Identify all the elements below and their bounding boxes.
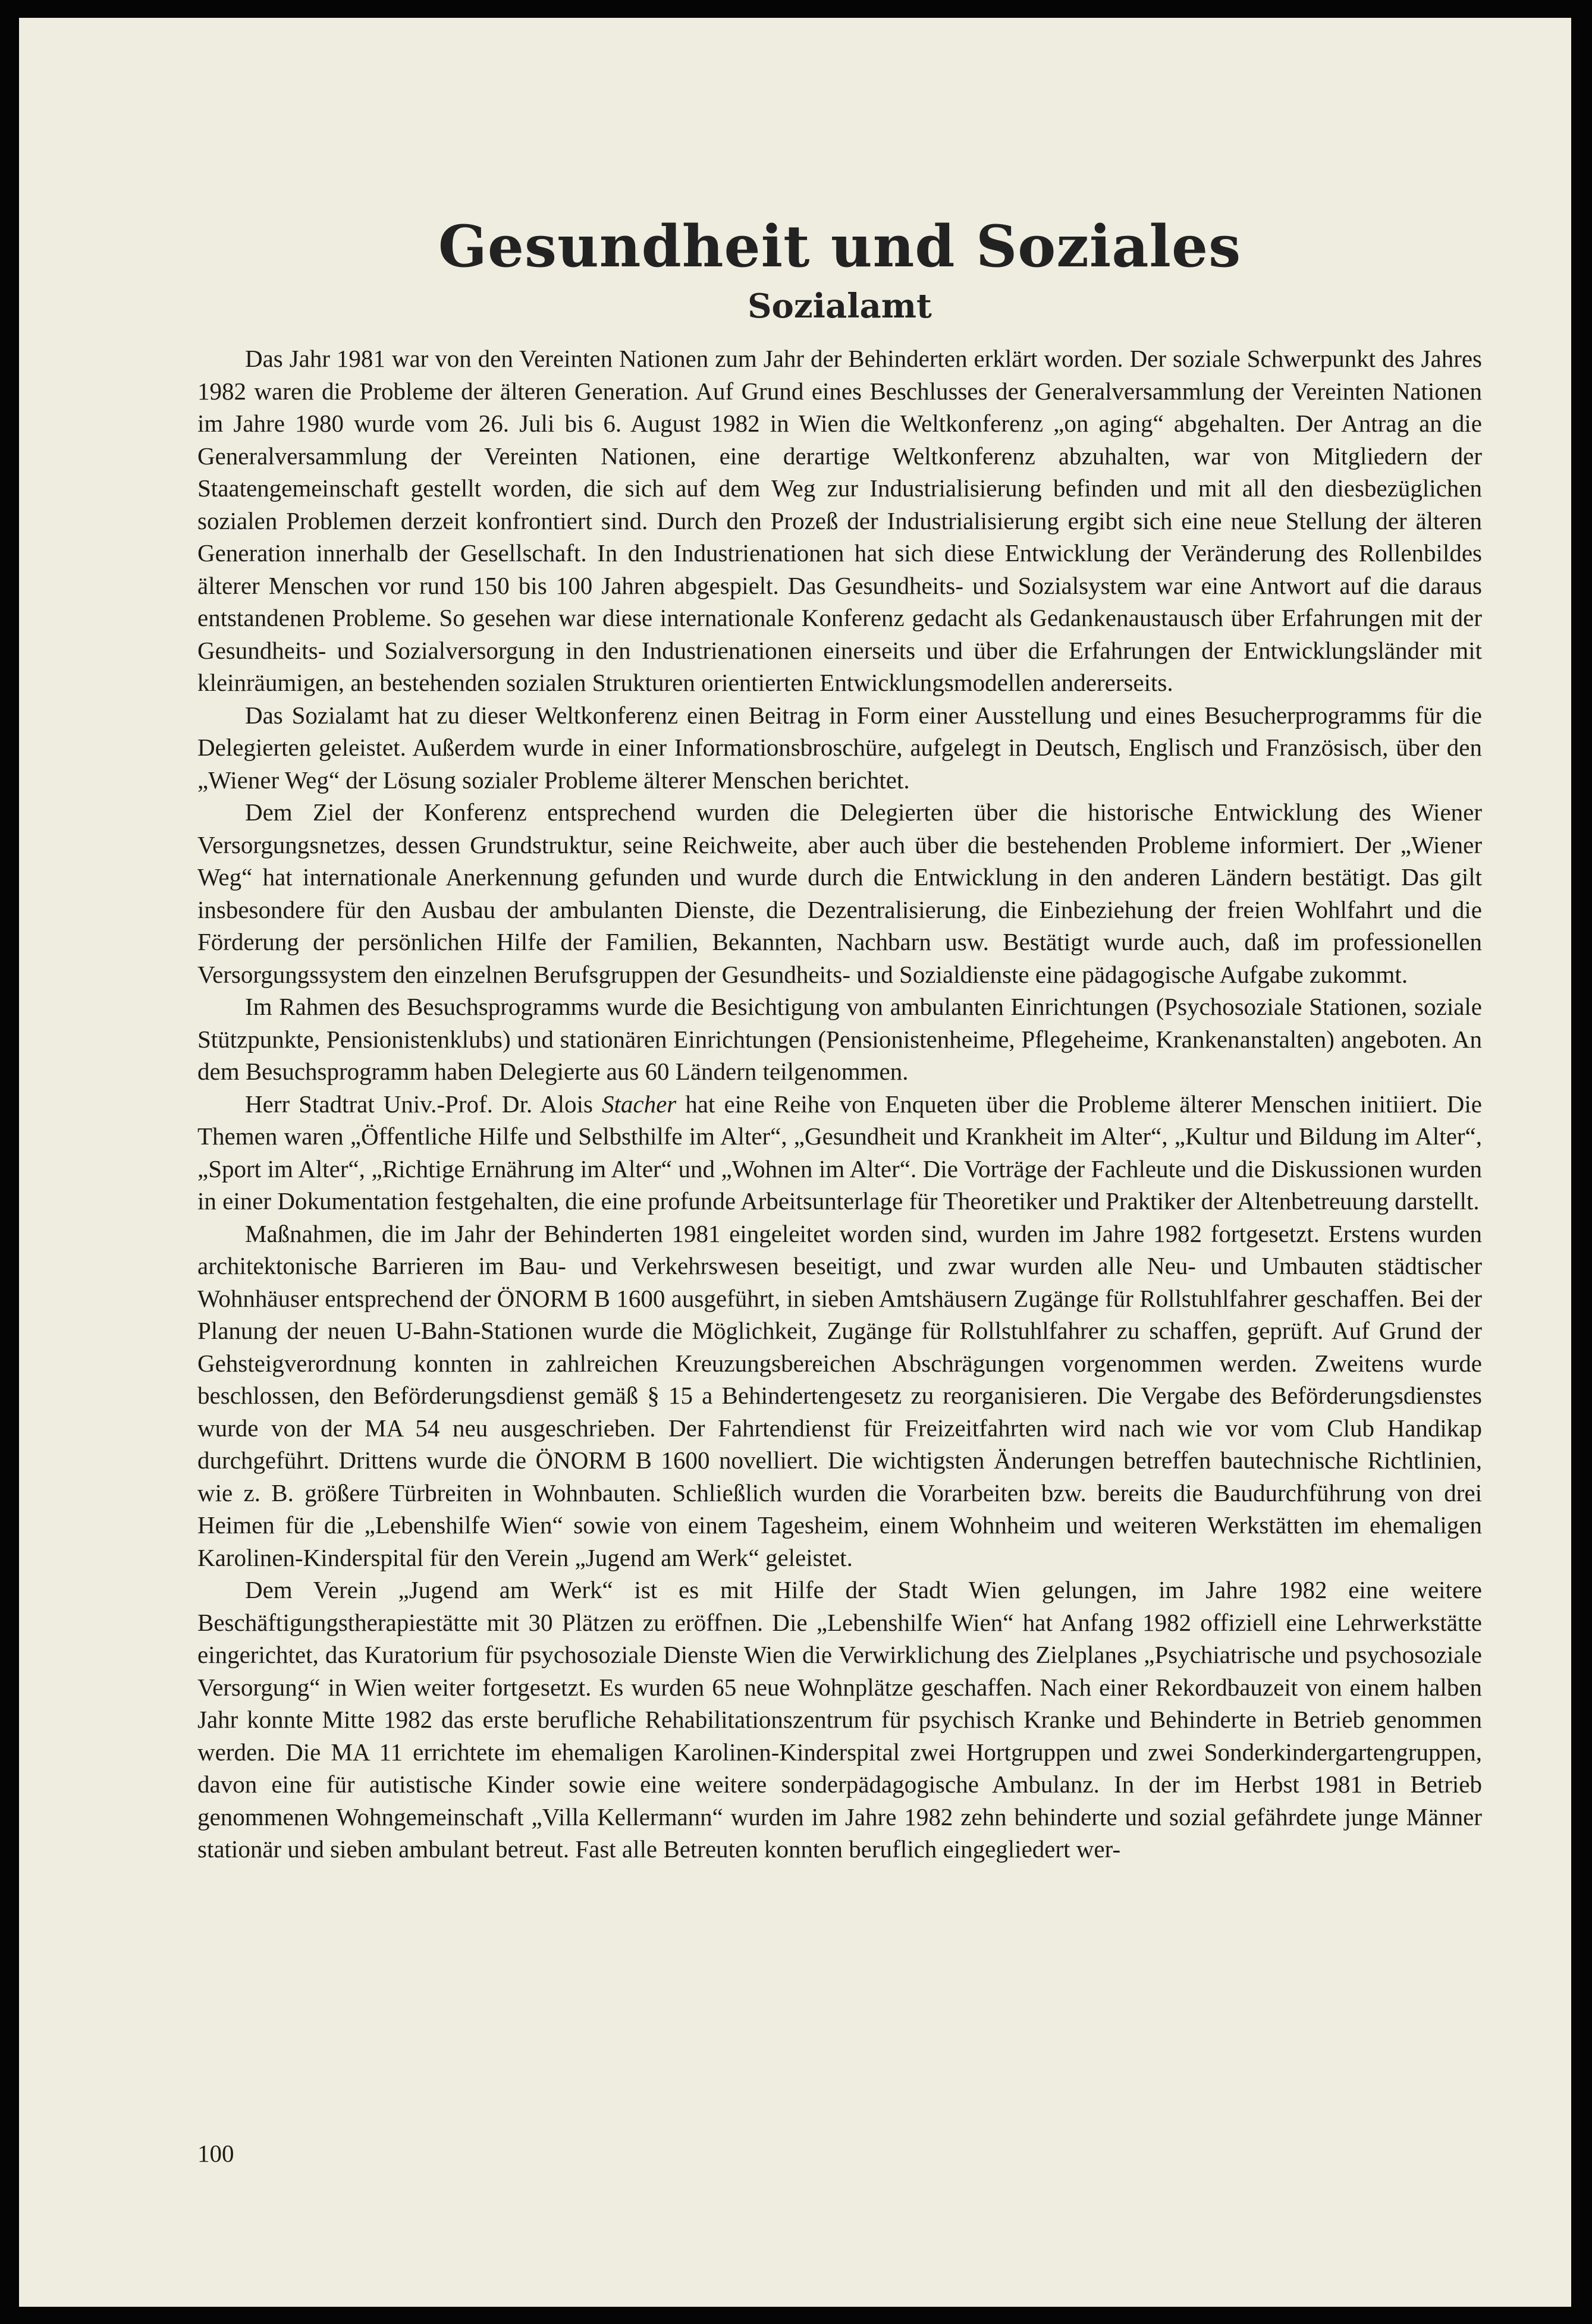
paragraph-4: Im Rahmen des Besuchsprogramms wurde die Besichtigung von ambulanten Einrichtungen (Psychosoziale Stationen, soziale Stützpunkte, Pensionistenklubs) und stationären Einrichtungen (Pensionistenheime, Pflegeheime, Krankenanstalten) angeboten. An dem Besuchsprogramm haben Delegierte aus 60 Ländern teilgenommen. bbox=[197, 993, 1482, 1086]
document-page bbox=[19, 18, 1571, 2307]
paragraph-7: Dem Verein „Jugend am Werk“ ist es mit Hilfe der Stadt Wien gelungen, im Jahre 1982 eine weitere Beschäftigungstherapiestätte mit 30 Plätzen zu eröffnen. Die „Lebenshilfe Wien“ hat Anfang 1982 offiziell eine Lehrwerkstätte eingerichtet, das Kuratorium für psychosoziale Dienste Wien die Verwirklichung des Zielplanes „Psychiatrische und psychosoziale Versorgung“ in Wien weiter fortgesetzt. Es wurden 65 neue Wohnplätze geschaffen. Nach einer Rekordbauzeit von einem halben Jahr konnte Mitte 1982 das erste berufliche Rehabilitationszentrum für psychisch Kranke und Behinderte in Betrieb genommen werden. Die MA 11 errichtete im ehemaligen Karolinen-Kinderspital zwei Hortgruppen und zwei Sonderkindergartengruppen, davon eine für autistische Kinder sowie eine weitere sonderpädagogische Ambulanz. In der im Herbst 1981 in Betrieb genommenen Wohngemeinschaft „Villa Kellermann“ wurden im Jahre 1982 zehn behinderte und sozial gefährdete junge Männer stationär und sieben ambulant betreut. Fast alle Betreuten konnten beruflich eingegliedert wer- bbox=[197, 1576, 1482, 1863]
page-content bbox=[197, 214, 1482, 1866]
paragraph-5-lead: Herr Stadtrat Univ.-Prof. Dr. Alois bbox=[245, 1090, 602, 1118]
paragraph-1: Das Jahr 1981 war von den Vereinten Nationen zum Jahr der Behinderten erklärt worden. Der soziale Schwerpunkt des Jahres 1982 waren die Probleme der älteren Generation. Auf Grund eines Beschlusses der Generalversammlung der Vereinten Nationen im Jahre 1980 wurde vom 26. Juli bis 6. August 1982 in Wien die Weltkonferenz „on aging“ abgehalten. Der Antrag an die Generalversammlung der Vereinten Nationen, eine derartige Weltkonferenz abzuhalten, war von Mitgliedern der Staatengemeinschaft gestellt worden, die sich auf dem Weg zur Industrialisierung befinden und mit all den diesbezüglichen sozialen Problemen derzeit konfrontiert sind. Durch den Prozeß der Industrialisierung ergibt sich eine neue Stellung der älteren Generation innerhalb der Gesellschaft. In den Industrienationen hat sich diese Entwicklung der Veränderung des Rollenbildes älterer Menschen vor rund 150 bis 100 Jahren abgespielt. Das Gesundheits- und Sozialsystem war eine Antwort auf die daraus entstandenen Probleme. So gesehen war diese internationale Konferenz gedacht als Gedankenaustausch über Erfahrungen mit der Gesundheits- und Sozialversorgung in den Industrienationen einerseits und über die Erfahrungen der Entwicklungsländer mit kleinräumigen, an bestehenden sozialen Strukturen orientierten Entwicklungsmodellen andererseits. bbox=[197, 345, 1482, 697]
page-number: 100 bbox=[197, 2140, 234, 2167]
page-title: Gesundheit und Soziales bbox=[438, 213, 1242, 280]
paragraph-3: Dem Ziel der Konferenz entsprechend wurden die Delegierten über die historische Entwicklung des Wiener Versorgungsnetzes, dessen Grundstruktur, seine Reichweite, aber auch über die bestehenden Probleme informiert. Der „Wiener Weg“ hat internationale Anerkennung gefunden und wurde durch die Entwicklung in den anderen Ländern bestätigt. Das gilt insbesondere für den Ausbau der ambulanten Dienste, die Dezentralisierung, die Einbeziehung der freien Wohlfahrt und die Förderung der persönlichen Hilfe der Familien, Bekannten, Nachbarn usw. Bestätigt wurde auch, daß im professionellen Versorgungssystem den einzelnen Berufsgruppen der Gesundheits- und Sozialdienste eine pädagogische Aufgabe zukommt. bbox=[197, 798, 1482, 988]
paragraph-2: Das Sozialamt hat zu dieser Weltkonferenz einen Beitrag in Form einer Ausstellung und eines Besucherprogramms für die Delegierten geleistet. Außerdem wurde in einer Informationsbroschüre, aufgelegt in Deutsch, Englisch und Französisch, über den „Wiener Weg“ der Lösung sozialer Probleme älterer Menschen berichtet. bbox=[197, 701, 1482, 794]
paragraph-5 bbox=[197, 1088, 1482, 1218]
emphasized-name: Stacher bbox=[602, 1090, 677, 1118]
body-text bbox=[197, 342, 1482, 1866]
paragraph-5-rest: hat eine Reihe von Enqueten über die Probleme älterer Menschen initiiert. Die Themen waren „Öffentliche Hilfe und Selbsthilfe im Alter“, „Gesundheit und Krankheit im Alter“, „Kultur und Bildung im Alter“, „Sport im Alter“, „Richtige Ernährung im Alter“ und „Wohnen im Alter“. Die Vorträge der Fachleute und die Diskussionen wurden in einer Dokumentation festgehalten, die eine profunde Arbeitsunterlage für Theoretiker und Praktiker der Altenbetreuung darstellt. bbox=[197, 1090, 1482, 1215]
section-title: Sozialamt bbox=[748, 287, 932, 326]
paragraph-6: Maßnahmen, die im Jahr der Behinderten 1981 eingeleitet worden sind, wurden im Jahre 1982 fortgesetzt. Erstens wurden architektonische Barrieren im Bau- und Verkehrswesen beseitigt, und zwar wurden alle Neu- und Umbauten städtischer Wohnhäuser entsprechend der ÖNORM B 1600 ausgeführt, in sieben Amtshäusern Zugänge für Rollstuhlfahrer geschaffen. Bei der Planung der neuen U-Bahn-Stationen wurde die Möglichkeit, Zugänge für Rollstuhlfahrer zu schaffen, geprüft. Auf Grund der Gehsteigverordnung konnten in zahlreichen Kreuzungsbereichen Abschrägungen vorgenommen werden. Zweitens wurde beschlossen, den Beförderungsdienst gemäß § 15 a Behindertengesetz zu reorganisieren. Die Vergabe des Beförderungsdienstes wurde von der MA 54 neu ausgeschrieben. Der Fahrtendienst für Freizeitfahrten wird nach wie vor vom Club Handikap durchgeführt. Drittens wurde die ÖNORM B 1600 novelliert. Die wichtigsten Änderungen betreffen bautechnische Richtlinien, wie z. B. größere Türbreiten in Wohnbauten. Schließlich wurden die Vorarbeiten bzw. bereits die Baudurchführung von drei Heimen für die „Lebenshilfe Wien“ sowie von einem Tagesheim, einem Wohnheim und weiteren Werkstätten im ehemaligen Karolinen-Kinderspital für den Verein „Jugend am Werk“ geleistet. bbox=[197, 1219, 1482, 1571]
